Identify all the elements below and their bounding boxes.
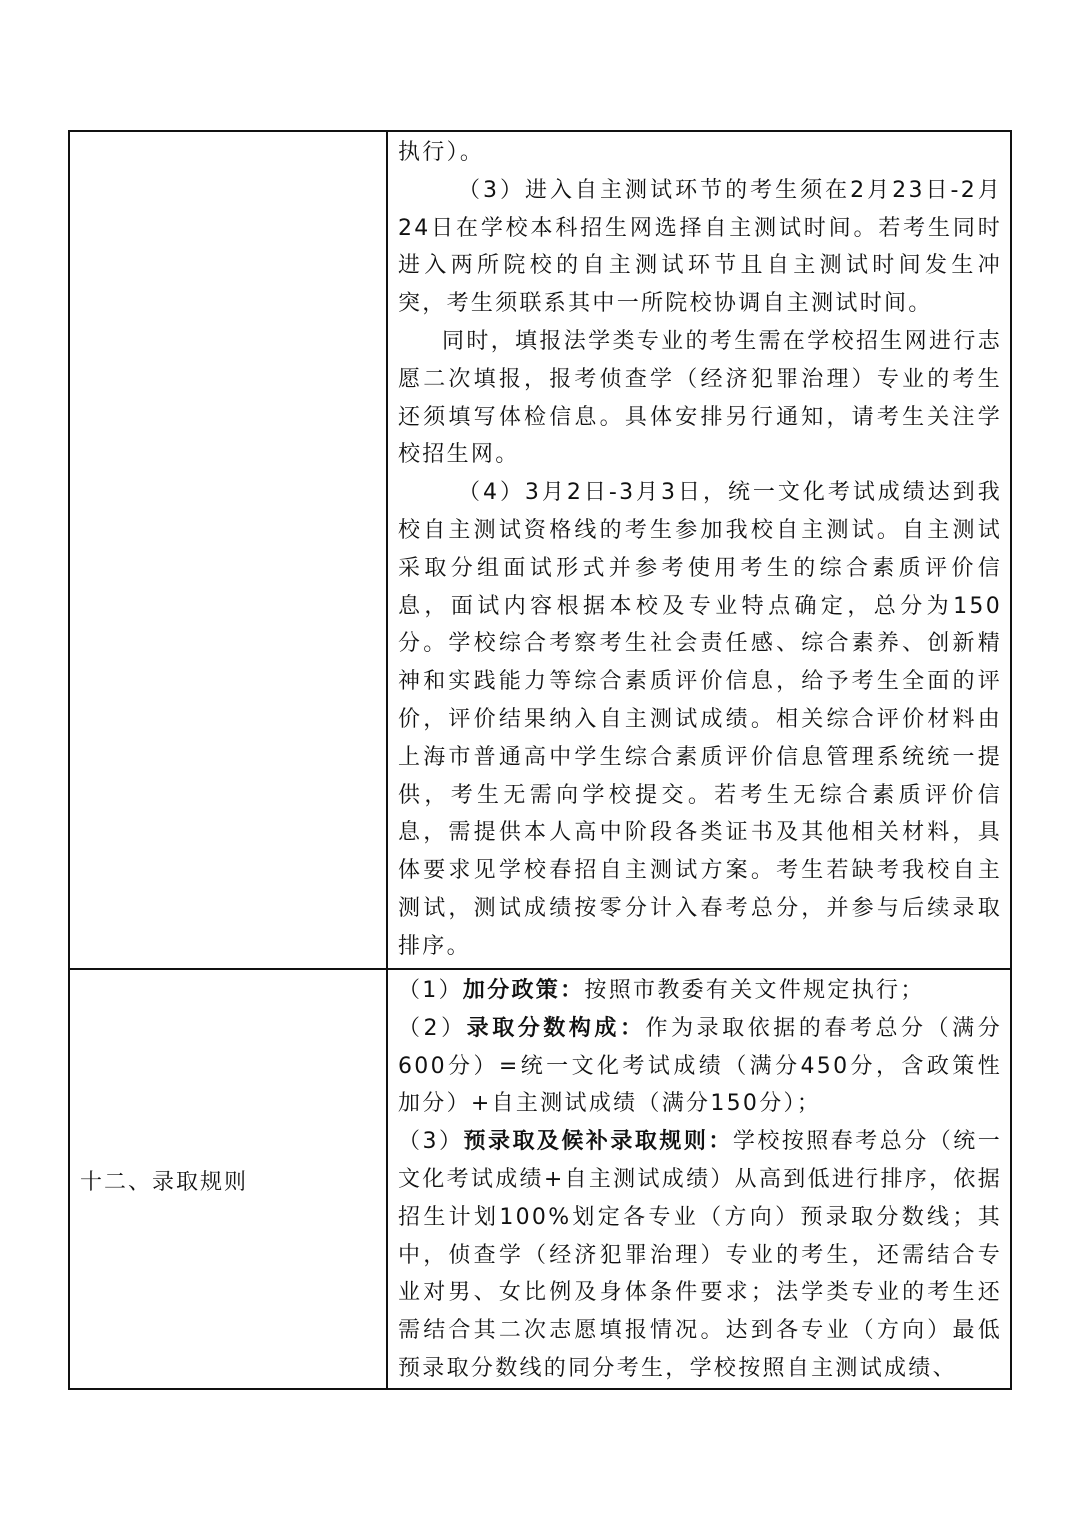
rule-item-3 [398, 1123, 1002, 1388]
paragraph-item-3: （3）进入自主测试环节的考生须在2月23日-2月24日在学校本科招生网选择自主测试时间。若考生同时进入两所院校的自主测试环节且自主测试时间发生冲突，考生须联系其中一所院校协调自主测试时间。 [398, 177, 1002, 317]
table-row [70, 132, 1010, 970]
rule-item-2 [398, 1010, 1002, 1123]
rule-item-1 [398, 972, 1002, 1010]
rule-item-text: 作为录取依据的春考总分（满分600分）=统一文化考试成绩（满分450分，含政策性加分）+自主测试成绩（满分150分）； [398, 1015, 1002, 1117]
paragraph-continuation: 执行）。 [398, 140, 485, 165]
rule-item-title: 预录取及候补录取规则： [463, 1129, 733, 1155]
row-content-cell [388, 970, 1010, 1390]
rule-item-text: 按照市教委有关文件规定执行； [584, 978, 925, 1003]
document-table [68, 130, 1012, 1390]
rule-item-prefix: （2） [398, 1015, 467, 1041]
rule-item-text: 学校按照春考总分（统一文化考试成绩+自主测试成绩）从高到低进行排序，依据招生计划100%划定各专业（方向）预录取分数线；其中，侦查学（经济犯罪治理）专业的考生，还需结合专业对男、女比例及身体条件要求；法学类专业的考生还需结合其二次志愿填报情况。达到各专业（方向）最低预录取分数线的同分考生，学校按照自主测试成绩、 [398, 1129, 1002, 1381]
row-content-cell [388, 132, 1010, 968]
row-label-admission-rules: 十二、录取规则 [70, 970, 388, 1390]
rule-item-title: 加分政策： [462, 978, 585, 1003]
rule-item-prefix: （3） [398, 1129, 464, 1155]
paragraph-item-4: （4）3月2日-3月3日，统一文化考试成绩达到我校自主测试资格线的考生参加我校自主测试。自主测试采取分组面试形式并参考使用考生的综合素质评价信息，面试内容根据本校及专业特点确定，总分为150分。学校综合考察考生社会责任感、综合素养、创新精神和实践能力等综合素质评价信息，给予考生全面的评价，评价结果纳入自主测试成绩。相关综合评价材料由上海市普通高中学生综合素质评价信息管理系统统一提供，考生无需向学校提交。若考生无综合素质评价信息，需提供本人高中阶段各类证书及其他相关材料，具体要求见学校春招自主测试方案。考生若缺考我校自主测试，测试成绩按零分计入春考总分，并参与后续录取排序。 [398, 480, 1002, 959]
paragraph-simultaneously: 同时，填报法学类专业的考生需在学校招生网进行志愿二次填报，报考侦查学（经济犯罪治理）专业的考生还须填写体检信息。具体安排另行通知，请考生关注学校招生网。 [398, 328, 1002, 468]
table-row [70, 970, 1010, 1390]
row-label-cell [70, 132, 388, 968]
rule-item-title: 录取分数构成： [466, 1015, 646, 1041]
rule-item-prefix: （1） [398, 978, 463, 1003]
